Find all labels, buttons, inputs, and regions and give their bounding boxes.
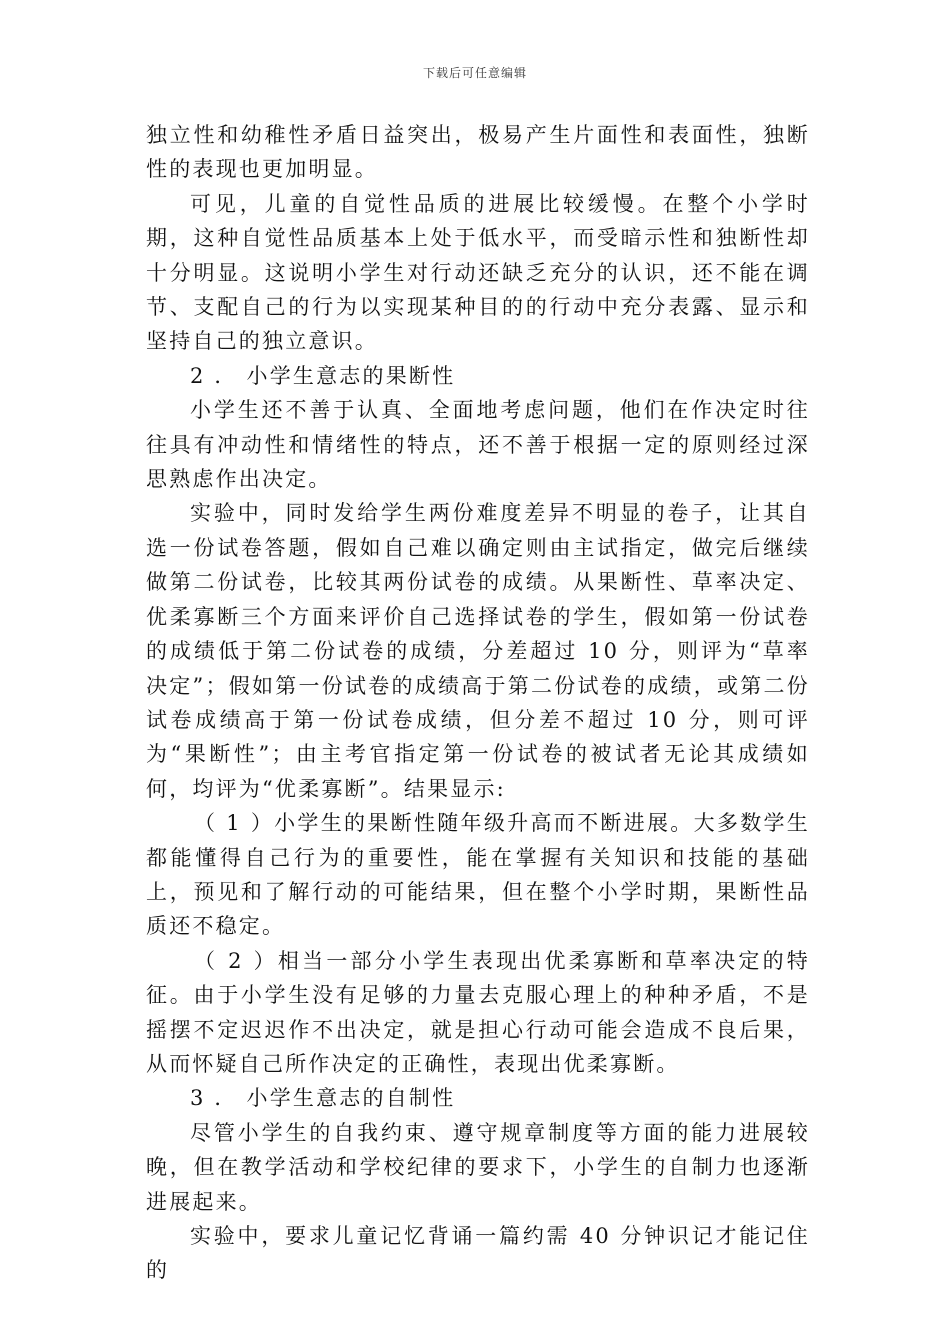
paragraph-experiment-description: 实验中，同时发给学生两份难度差异不明显的卷子，让其自选一份试卷答题，假如自己难以确定则由主试指定，做完后继续做第二份试卷，比较其两份试卷的成绩。从果断性、草率决定、优柔寡断三个方面来评价自己选择试卷的学生，假如第一份试卷的成绩低于第二份试卷的成绩，分差超过 10 分，则评为“草率决定”；假如第一份试卷的成绩高于第二份试卷的成绩，或第二份试卷成绩高于第一份试卷成绩，但分差不超过 10 分，则可评为“果断性”；由主考官指定第一份试卷的被试者无论其成绩如何，均评为“优柔寡断”。结果显示:	[146, 501, 810, 801]
document-body	[146, 118, 810, 1288]
result-item-1: （ 1 ）小学生的果断性随年级升高而不断进展。大多数学生都能懂得自己行为的重要性，能在掌握有关知识和技能的基础上，预见和了解行动的可能结果，但在整个小学时期，果断性品质还不稳定。	[146, 811, 810, 939]
paragraph-self-control-intro: 尽管小学生的自我约束、遵守规章制度等方面的能力进展较晚，但在教学活动和学校纪律的要求下，小学生的自制力也逐渐进展起来。	[146, 1120, 810, 1214]
paragraph-decisiveness-intro: 小学生还不善于认真、全面地考虑问题，他们在作决定时往往具有冲动性和情绪性的特点，还不善于根据一定的原则经过深思熟虑作出决定。	[146, 398, 810, 492]
page-header: 下载后可任意编辑	[422, 66, 527, 80]
result-item-2: （ 2 ）相当一部分小学生表现出优柔寡断和草率决定的特征。由于小学生没有足够的力量去克服心理上的种种矛盾，不是摇摆不定迟迟作不出决定，就是担心行动可能会造成不良后果，从而怀疑自己所作决定的正确性，表现出优柔寡断。	[146, 948, 810, 1076]
paragraph-continuation: 独立性和幼稚性矛盾日益突出，极易产生片面性和表面性，独断性的表现也更加明显。	[146, 123, 810, 182]
section-heading-self-control: 3 ． 小学生意志的自制性	[190, 1086, 456, 1111]
section-heading-decisiveness: 2 ． 小学生意志的果断性	[190, 363, 456, 388]
paragraph-self-awareness-summary: 可见，儿童的自觉性品质的进展比较缓慢。在整个小学时期，这种自觉性品质基本上处于低水平，而受暗示性和独断性却十分明显。这说明小学生对行动还缺乏充分的认识，还不能在调节、支配自己的行为以实现某种目的的行动中充分表露、显示和坚持自己的独立意识。	[146, 191, 810, 354]
paragraph-memory-experiment: 实验中，要求儿童记忆背诵一篇约需 40 分钟识记才能记住的	[146, 1224, 810, 1283]
